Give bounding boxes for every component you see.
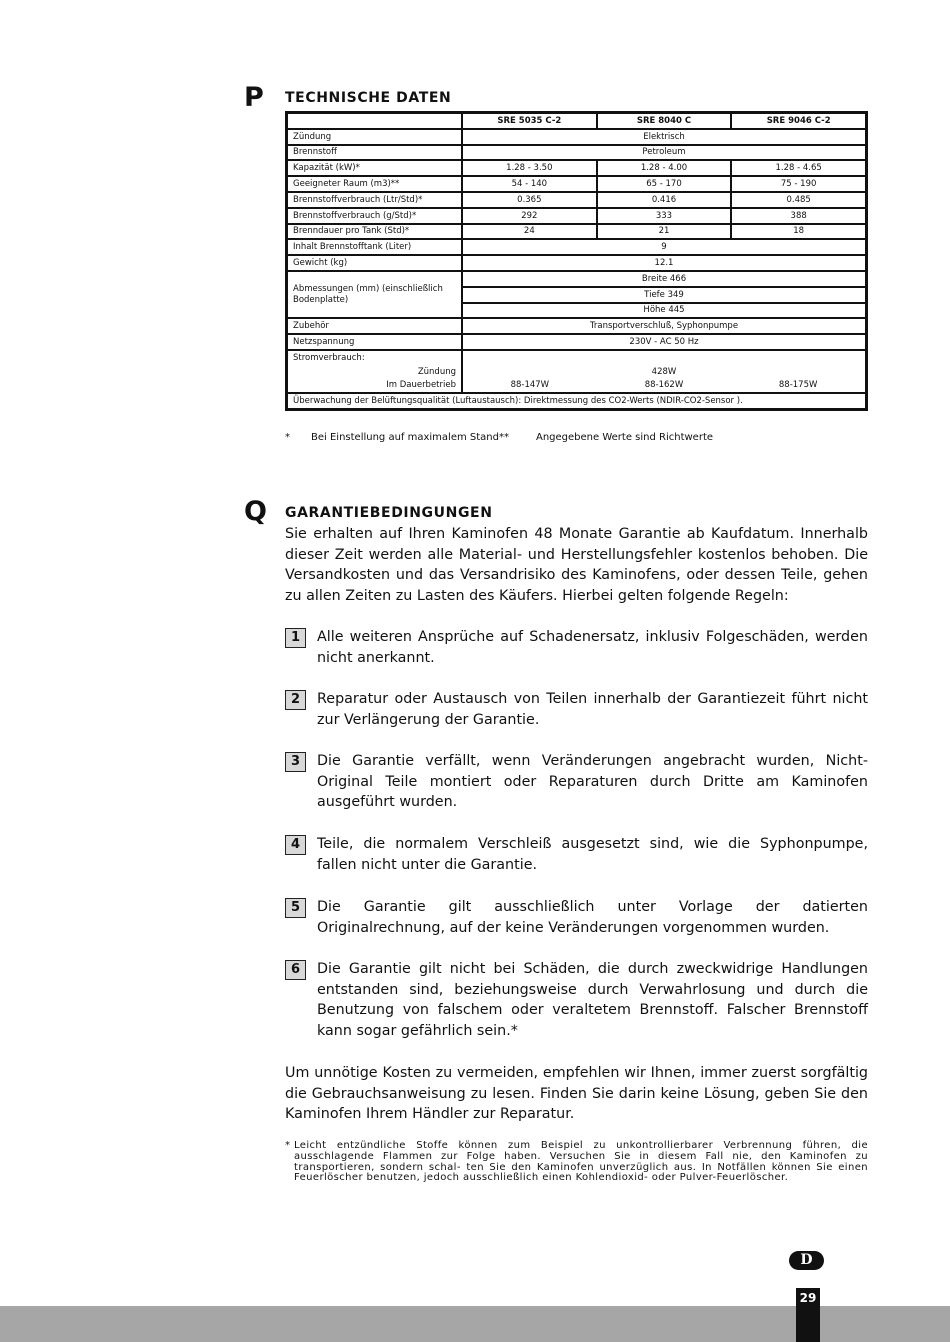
table-row	[287, 239, 866, 255]
warranty-outro: Um unnötige Kosten zu vermeiden, empfehlen wir Ihnen, immer zuerst sorgfältig die Gebrauchsanweisung zu lesen. Finden Sie darin keine Lösung, geben Sie den Kaminofen Ihrem Händler zur Reparatur.	[285, 1065, 868, 1123]
table-row	[287, 379, 866, 394]
row-value: 230V - AC 50 Hz	[462, 334, 866, 350]
row-value: 75 - 190	[731, 176, 866, 192]
model-header: SRE 8040 C	[597, 113, 732, 129]
row-value: 1.28 - 4.65	[731, 160, 866, 176]
footnote-text: Leicht entzündliche Stoffe können zum Beispiel zu unkontrollierbarer Verbrennung führen, die ausschlagende Flammen zur Folge haben. Versuchen Sie in diesem Fall nie, den Kaminofen zu transportieren, sondern schal- ten Sie den Kaminofen unverzüglich aus. In Notfällen können Sie einen Feuerlöscher benutzen, jedoch ausschließlich einen Kohlendioxid- oder Pulver-Feuerlöscher.	[294, 1140, 868, 1184]
row-value: 0.365	[462, 192, 597, 208]
footnote-star: *	[285, 432, 290, 443]
table-row	[287, 350, 866, 365]
row-label: Kapazität (kW)*	[287, 160, 462, 176]
row-value: 65 - 170	[597, 176, 732, 192]
item-text: Alle weiteren Ansprüche auf Schadenersatz, inklusiv Folgeschäden, werden nicht anerkannt.	[317, 629, 868, 666]
row-value: 0.416	[597, 192, 732, 208]
row-value: 1.28 - 4.00	[597, 160, 732, 176]
item-text: Die Garantie gilt ausschließlich unter Vorlage der datierten Originalrechnung, auf der keine Veränderungen vorgenommen wurden.	[317, 899, 868, 936]
item-number-badge: 2	[285, 690, 306, 710]
row-value: 18	[731, 224, 866, 240]
row-label: Netzspannung	[287, 334, 462, 350]
table-header-row	[287, 113, 866, 129]
row-label: Brenndauer pro Tank (Std)*	[287, 224, 462, 240]
row-label: Zündung	[287, 365, 462, 379]
row-value: 54 - 140	[462, 176, 597, 192]
row-label: Zündung	[287, 129, 462, 145]
row-value: 24	[462, 224, 597, 240]
table-row	[287, 271, 866, 287]
row-value: 88-147W	[462, 379, 597, 394]
row-label: Zubehör	[287, 318, 462, 334]
row-value: 428W	[462, 365, 866, 379]
row-label: Inhalt Brennstofftank (Liter)	[287, 239, 462, 255]
footnote-text: Angegebene Werte sind Richtwerte	[536, 432, 714, 443]
table-row	[287, 334, 866, 350]
section-title-warranty: GARANTIEBEDINGUNGEN	[285, 505, 493, 521]
model-header: SRE 9046 C-2	[731, 113, 866, 129]
table-row	[287, 255, 866, 271]
row-value: Petroleum	[462, 145, 866, 161]
table-row	[287, 365, 866, 379]
row-label: Brennstoff	[287, 145, 462, 161]
item-text: Die Garantie verfällt, wenn Veränderungen angebracht wurden, Nicht- Original Teile montiert oder Reparaturen durch Dritte am Kaminofen ausgeführt wurden.	[317, 753, 868, 811]
table-row	[287, 176, 866, 192]
footnote-text: Bei Einstellung auf maximalem Stand**	[311, 432, 509, 443]
table-row	[287, 129, 866, 145]
row-label: Abmessungen (mm) (einschließlich Bodenplatte)	[287, 271, 462, 318]
row-label: Überwachung der Belüftungsqualität (Luftaustausch): Direktmessung des CO2-Werts (NDIR-CO2-Sensor ).	[287, 393, 866, 409]
warranty-intro: Sie erhalten auf Ihren Kaminofen 48 Monate Garantie ab Kaufdatum. Innerhalb dieser Zeit werden alle Material- und Herstellungsfehler kostenlos behoben. Die Versandkosten und das Versandrisiko des Kaminofens, oder dessen Teile, gehen zu allen Zeiten zu Lasten des Käufers. Hierbei gelten folgende Regeln:	[285, 526, 868, 604]
row-label: Geeigneter Raum (m3)**	[287, 176, 462, 192]
table-row	[287, 145, 866, 161]
language-badge: D	[789, 1251, 824, 1270]
table-row	[287, 192, 866, 208]
model-header: SRE 5035 C-2	[462, 113, 597, 129]
item-text: Teile, die normalem Verschleiß ausgesetzt sind, wie die Syphonpumpe, fallen nicht unter die Garantie.	[317, 836, 868, 873]
row-value	[462, 350, 866, 365]
table-row	[287, 160, 866, 176]
row-value: 21	[597, 224, 732, 240]
header-empty-cell	[287, 113, 462, 129]
item-number-badge: 3	[285, 752, 306, 772]
item-number-badge: 4	[285, 835, 306, 855]
page-number: 29	[799, 1291, 817, 1305]
row-label: Brennstoffverbrauch (g/Std)*	[287, 208, 462, 224]
row-value: 9	[462, 239, 866, 255]
row-value: 333	[597, 208, 732, 224]
row-value: 88-175W	[731, 379, 866, 394]
row-value: Tiefe 349	[462, 287, 866, 303]
section-letter-q: Q	[244, 496, 267, 527]
row-label: Stromverbrauch:	[287, 350, 462, 365]
table-row	[287, 208, 866, 224]
table-row	[287, 224, 866, 240]
row-value: 0.485	[731, 192, 866, 208]
row-value: Höhe 445	[462, 303, 866, 319]
row-value: 12.1	[462, 255, 866, 271]
row-value: 388	[731, 208, 866, 224]
item-number-badge: 5	[285, 898, 306, 918]
item-text: Reparatur oder Austausch von Teilen innerhalb der Garantiezeit führt nicht zur Verlängerung der Garantie.	[317, 691, 868, 728]
item-number-badge: 1	[285, 628, 306, 648]
section-title-technical-data: TECHNISCHE DATEN	[285, 90, 452, 106]
row-value: Breite 466	[462, 271, 866, 287]
item-text: Die Garantie gilt nicht bei Schäden, die durch zweckwidrige Handlungen entstanden sind, beziehungsweise durch Verwahrlosung und durch die Benutzung von falschem oder veraltetem Brennstoff. Falscher Brennstoff kann sogar gefährlich sein.*	[317, 961, 868, 1039]
fire-safety-footnote	[285, 1141, 868, 1184]
row-value: Elektrisch	[462, 129, 866, 145]
row-value: 1.28 - 3.50	[462, 160, 597, 176]
row-value: Transportverschluß, Syphonpumpe	[462, 318, 866, 334]
section-letter-p: P	[244, 82, 264, 113]
row-label: Brennstoffverbrauch (Ltr/Std)*	[287, 192, 462, 208]
item-number-badge: 6	[285, 960, 306, 980]
row-label: Im Dauerbetrieb	[287, 379, 462, 394]
table-row	[287, 393, 866, 409]
row-label: Gewicht (kg)	[287, 255, 462, 271]
row-value: 292	[462, 208, 597, 224]
row-value: 88-162W	[597, 379, 732, 394]
technical-data-table	[285, 111, 868, 411]
footnote-star: *	[285, 1140, 291, 1151]
table-row	[287, 318, 866, 334]
